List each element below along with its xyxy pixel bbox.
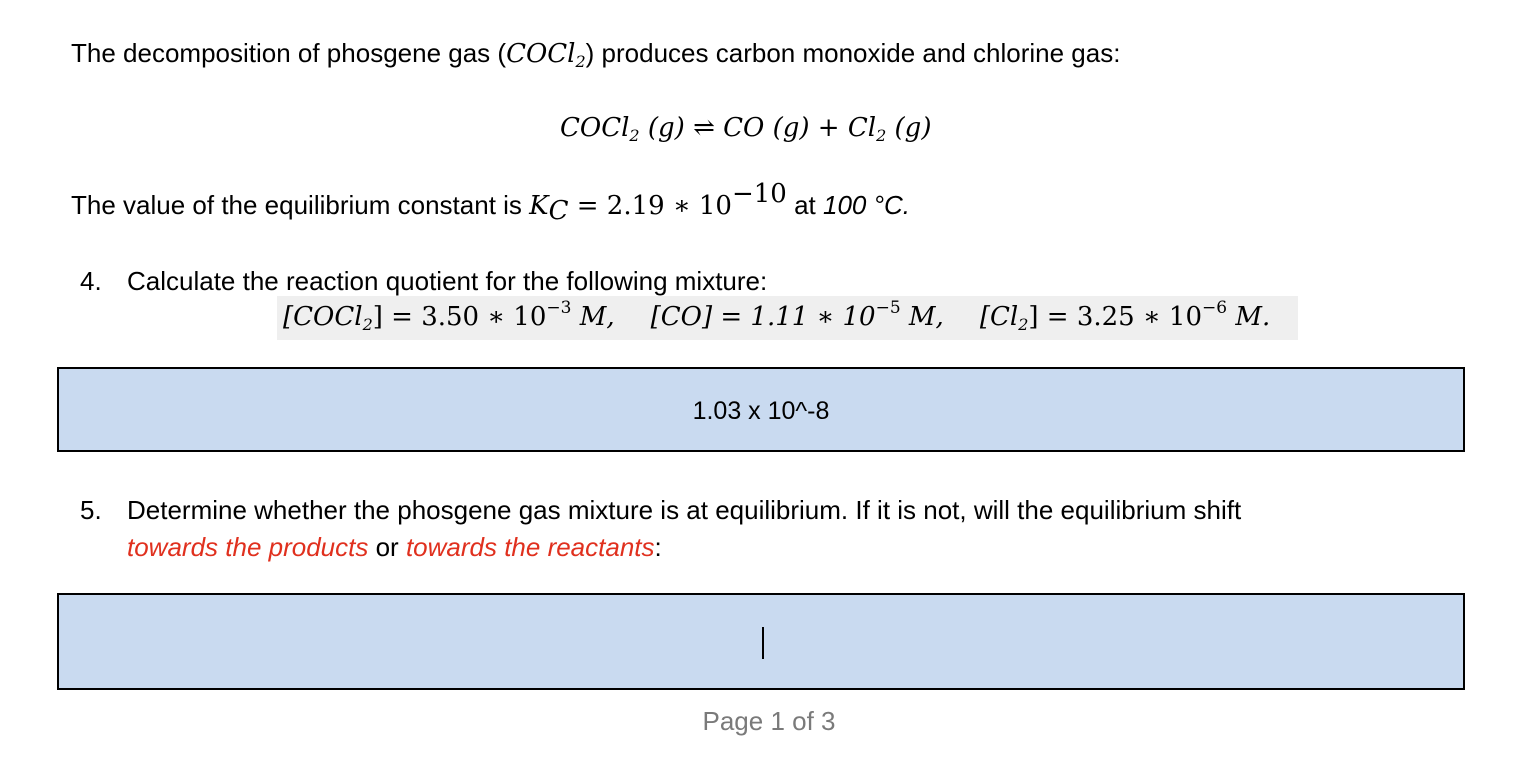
reactant-state: (g) — [639, 113, 694, 143]
kc-exponent: −10 — [731, 179, 787, 209]
q4-text: Calculate the reaction quotient for the following mixture: — [127, 266, 768, 296]
option-colon: : — [654, 532, 662, 562]
conc-cl2-exp: −6 — [1202, 298, 1228, 318]
conc-cocl2-value: ] = 3.50 ∗ 10 — [372, 302, 547, 332]
constant-at: at — [786, 190, 823, 220]
conc-co-exp: −5 — [875, 298, 901, 318]
reaction-equation — [560, 113, 931, 143]
product-cl-subscript: 2 — [876, 126, 887, 145]
kc-subscript: C — [548, 196, 569, 226]
constant-line — [71, 179, 911, 226]
reactant-subscript: 2 — [629, 126, 640, 145]
formula-text: COCl — [506, 39, 576, 69]
product-cl-state: (g) — [886, 113, 932, 143]
concentrations — [283, 298, 1271, 334]
conc-cl2-unit: M. — [1227, 302, 1271, 332]
option-products: towards the products — [127, 532, 369, 562]
formula-subscript: 2 — [575, 52, 586, 71]
constant-prefix: The value of the equilibrium constant is — [71, 190, 530, 220]
option-reactants: towards the reactants — [405, 532, 655, 562]
answer-q4-text[interactable]: 1.03 x 10^-8 — [692, 397, 830, 425]
intro-suffix: ) produces carbon monoxide and chlorine gas: — [585, 38, 1121, 68]
conc-cocl2-open: [COCl — [283, 302, 363, 332]
kc-value: = 2.19 ∗ 10 — [568, 191, 732, 221]
page-number: Page 1 of 3 — [702, 706, 836, 736]
answer-box-q5[interactable] — [57, 593, 1465, 690]
kc-symbol: K — [529, 191, 549, 221]
conc-cocl2-unit: M, — [571, 302, 615, 332]
temperature: 100 °C. — [823, 190, 911, 220]
reactant: COCl — [560, 113, 630, 143]
conc-cocl2-exp: −3 — [546, 298, 572, 318]
conc-cocl2-sub: 2 — [362, 315, 373, 334]
intro-text — [71, 38, 1120, 69]
q5-number: 5. — [80, 495, 102, 525]
equilibrium-arrow: ⇌ — [693, 113, 715, 143]
q5-line1: Determine whether the phosgene gas mixture is at equilibrium. If it is not, will the equilibrium shift — [127, 495, 1242, 525]
product-co: CO (g) + — [714, 113, 848, 143]
conc-cl2-open: [Cl — [979, 302, 1019, 332]
intro-formula — [506, 39, 586, 69]
conc-cl2-sub: 2 — [1018, 315, 1029, 334]
product-cl: Cl — [847, 113, 877, 143]
option-or: or — [368, 532, 406, 562]
conc-cl2-value: ] = 3.25 ∗ 10 — [1028, 302, 1203, 332]
conc-co: [CO] = 1.11 ∗ 10 — [650, 302, 876, 332]
q4-number: 4. — [80, 266, 102, 296]
text-cursor — [762, 627, 764, 659]
conc-co-unit: M, — [900, 302, 944, 332]
intro-prefix: The decomposition of phosgene gas ( — [71, 38, 507, 68]
answer-box-q4[interactable] — [57, 367, 1465, 452]
q5-line2 — [127, 532, 662, 563]
